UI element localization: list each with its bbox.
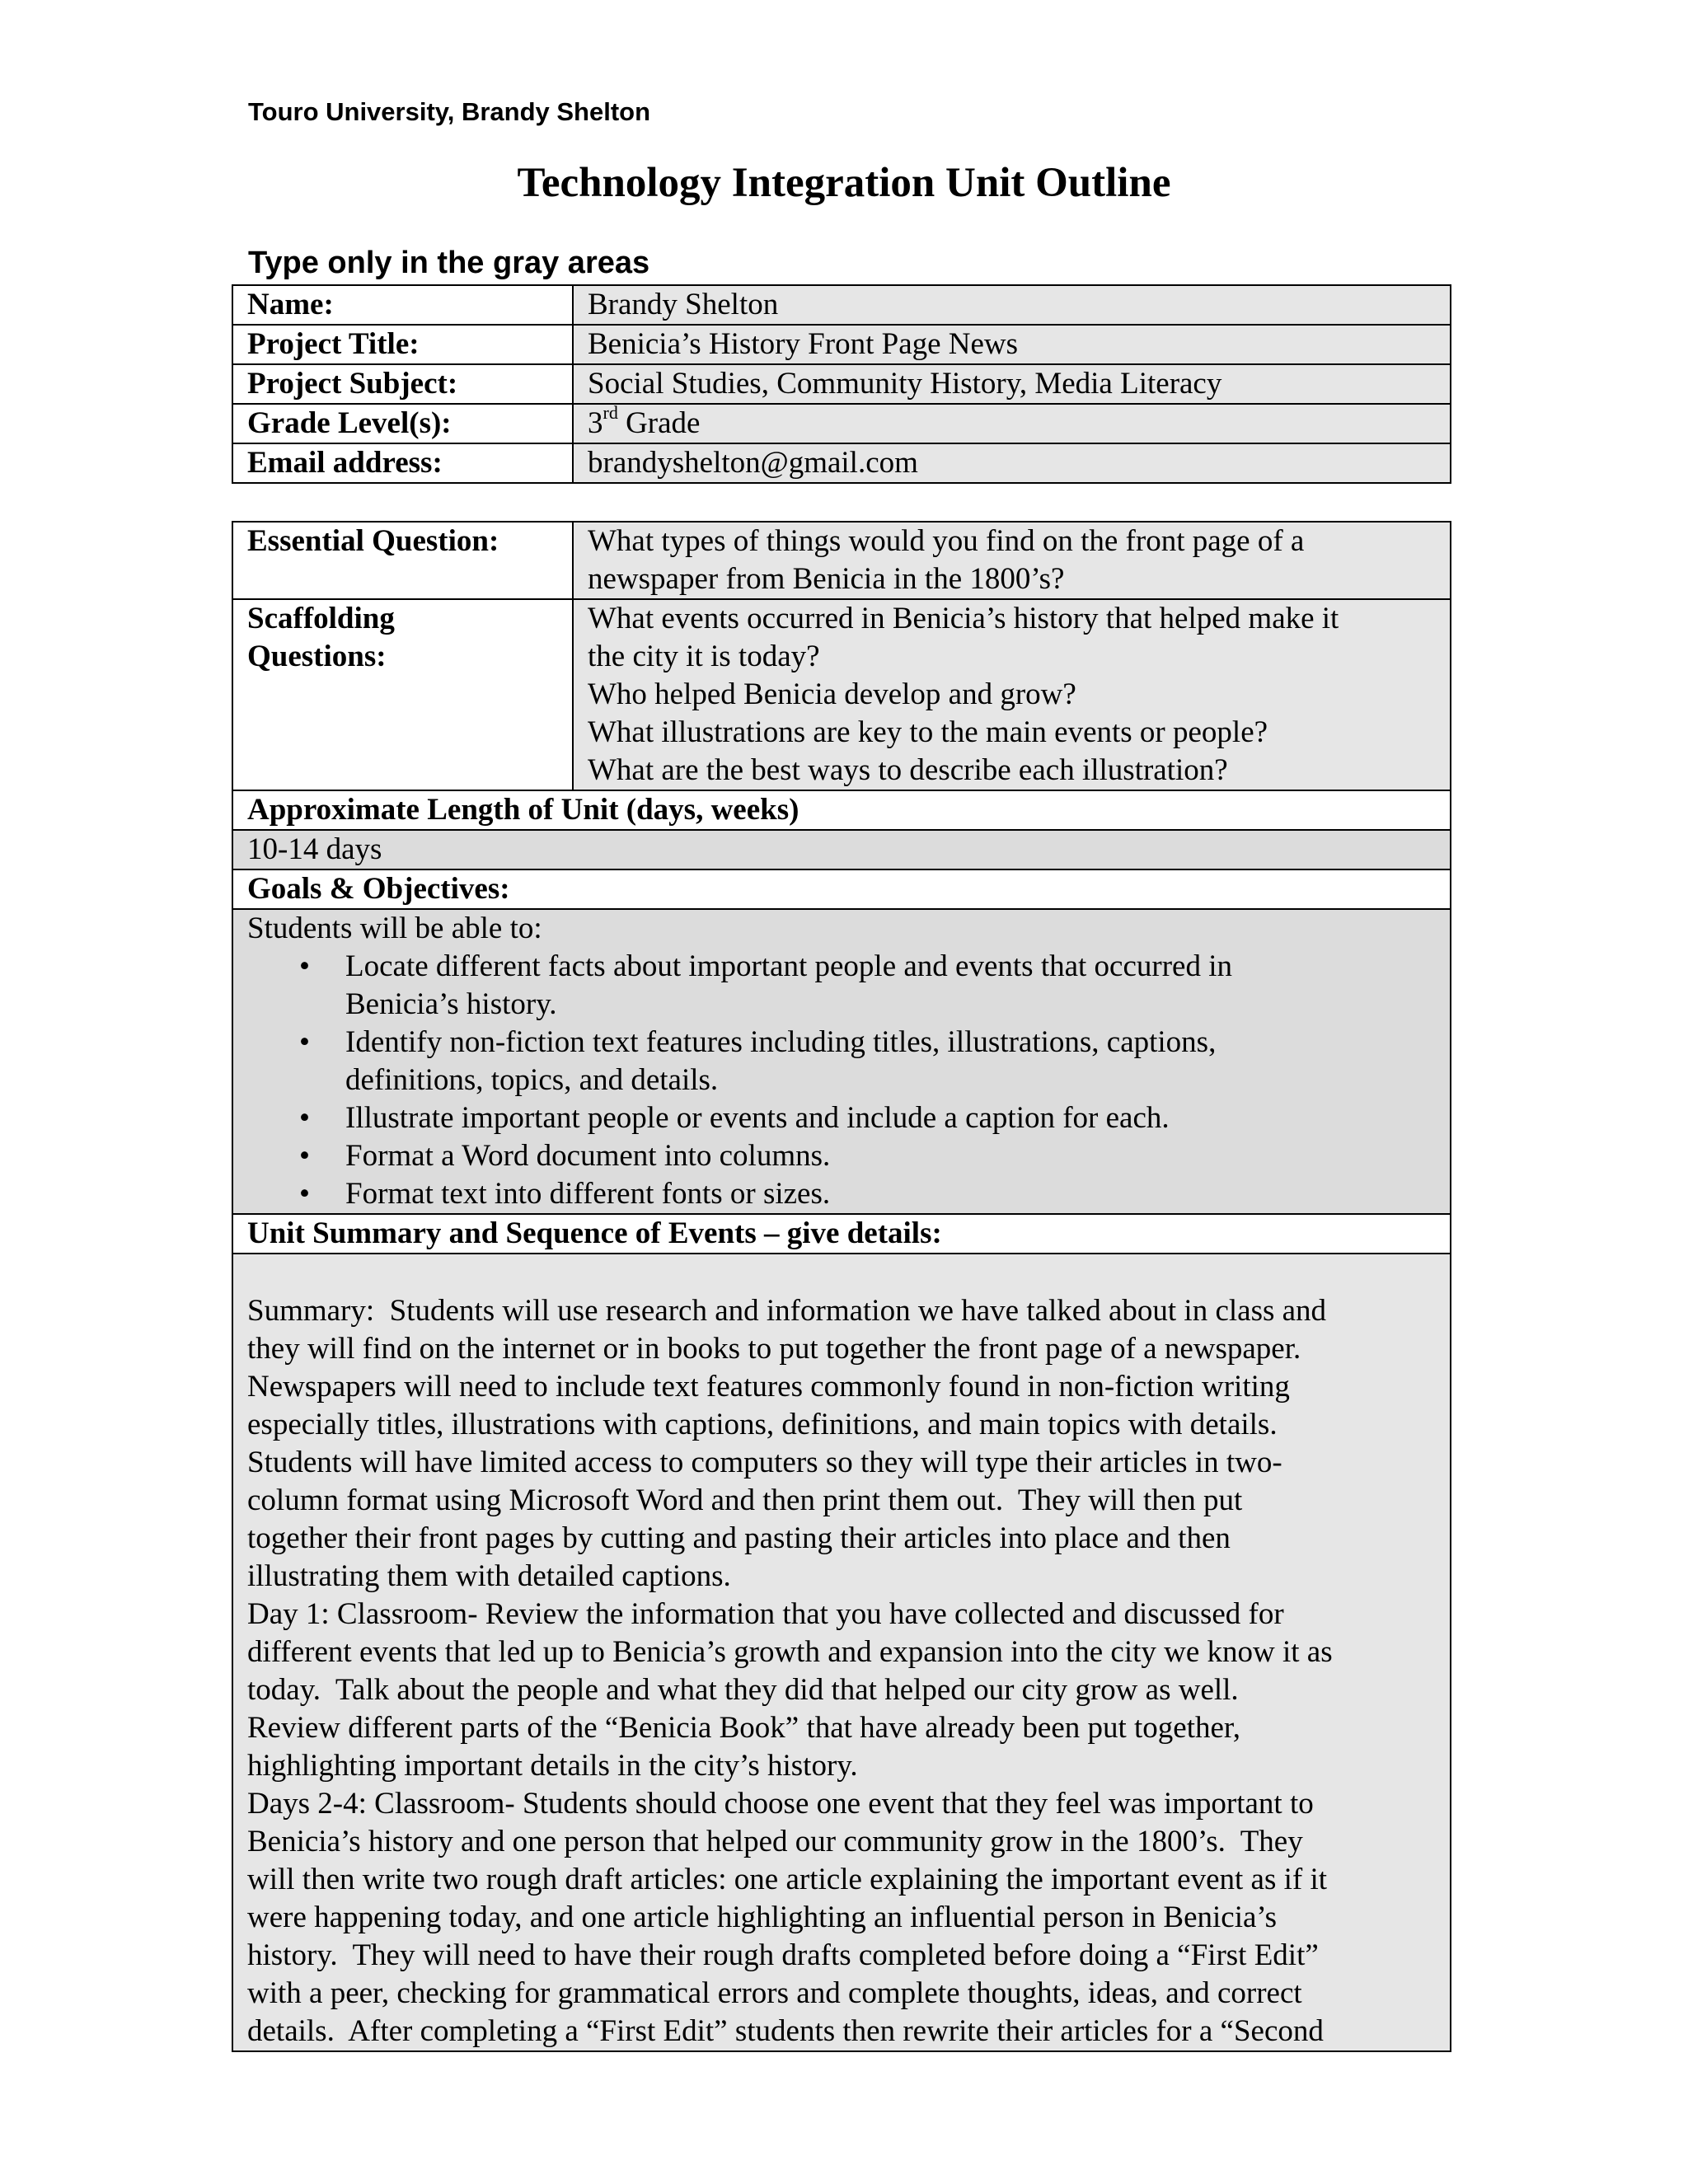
summary-line: Summary: Students will use research and information we have talked about in class and bbox=[247, 1294, 1327, 1328]
scaffolding-question-line: What are the best ways to describe each illustration? bbox=[588, 753, 1228, 787]
unit-length-heading-row bbox=[232, 790, 1451, 830]
goals-row bbox=[232, 909, 1451, 1214]
unit-length-row bbox=[232, 830, 1451, 869]
grade-number: 3 bbox=[588, 406, 603, 440]
summary-line: highlighting important details in the city’s history. bbox=[247, 1749, 858, 1783]
unit-length-heading: Approximate Length of Unit (days, weeks) bbox=[232, 790, 1451, 830]
scaffolding-question-line: the city it is today? bbox=[588, 640, 820, 673]
essential-question-line: What types of things would you find on the front page of a bbox=[588, 524, 1305, 558]
goal-line: • Format a Word document into columns. bbox=[345, 1139, 831, 1173]
goal-line: • Locate different facts about important people and events that occurred in bbox=[345, 949, 1232, 983]
summary-heading: Unit Summary and Sequence of Events – give details: bbox=[232, 1214, 1451, 1254]
goals-intro: Students will be able to: bbox=[247, 912, 542, 945]
essential-question-label: Essential Question: bbox=[232, 522, 573, 599]
scaffolding-questions-label bbox=[232, 599, 573, 790]
essential-question-field[interactable] bbox=[573, 522, 1451, 599]
summary-line: Newspapers will need to include text features commonly found in non-fiction writing bbox=[247, 1370, 1290, 1404]
project-title-field[interactable]: Benicia’s History Front Page News bbox=[573, 325, 1451, 364]
project-title-label: Project Title: bbox=[232, 325, 573, 364]
scaffolding-question-line: What illustrations are key to the main events or people? bbox=[588, 715, 1268, 749]
scaffolding-question-line: Who helped Benicia develop and grow? bbox=[588, 677, 1076, 711]
goal-item bbox=[345, 1137, 1436, 1175]
summary-line: Review different parts of the “Benicia Book” that have already been put together, bbox=[247, 1711, 1241, 1745]
summary-line: will then write two rough draft articles: one article explaining the important event as if it bbox=[247, 1863, 1328, 1896]
email-row bbox=[232, 443, 1451, 483]
summary-line: different events that led up to Benicia’s growth and expansion into the city we know it as bbox=[247, 1635, 1333, 1669]
goal-item bbox=[345, 948, 1436, 1024]
name-row bbox=[232, 285, 1451, 325]
name-label: Name: bbox=[232, 285, 573, 325]
summary-line: together their front pages by cutting and pasting their articles into place and then bbox=[247, 1521, 1231, 1555]
project-title-row bbox=[232, 325, 1451, 364]
grade-ordinal-suffix: rd bbox=[603, 401, 618, 423]
summary-line: details. After completing a “First Edit” students then rewrite their articles for a “Second bbox=[247, 2014, 1324, 2048]
scaffolding-questions-field[interactable] bbox=[573, 599, 1451, 790]
summary-line: Days 2-4: Classroom- Students should choose one event that they feel was important to bbox=[247, 1787, 1314, 1821]
summary-line: history. They will need to have their rough drafts completed before doing a “First Edit” bbox=[247, 1938, 1319, 1972]
summary-row bbox=[232, 1254, 1451, 2051]
email-label: Email address: bbox=[232, 443, 573, 483]
scaffolding-label-line: Questions: bbox=[247, 640, 387, 673]
summary-line: illustrating them with detailed captions. bbox=[247, 1559, 731, 1593]
summary-line: were happening today, and one article highlighting an influential person in Benicia’s bbox=[247, 1900, 1278, 1934]
summary-line: especially titles, illustrations with captions, definitions, and main topics with details. bbox=[247, 1408, 1278, 1441]
essential-question-line: newspaper from Benicia in the 1800’s? bbox=[588, 562, 1065, 596]
grade-level-label: Grade Level(s): bbox=[232, 404, 573, 443]
summary-line: Benicia’s history and one person that helped our community grow in the 1800’s. They bbox=[247, 1825, 1303, 1858]
goals-list bbox=[247, 948, 1436, 1213]
summary-line: Students will have limited access to computers so they will type their articles in two- bbox=[247, 1446, 1282, 1479]
unit-outline-table bbox=[232, 521, 1451, 2052]
grade-word: Grade bbox=[617, 406, 701, 440]
project-subject-field[interactable]: Social Studies, Community History, Media Literacy bbox=[573, 364, 1451, 404]
scaffolding-questions-row bbox=[232, 599, 1451, 790]
grade-level-row bbox=[232, 404, 1451, 443]
goals-heading-row bbox=[232, 869, 1451, 909]
goal-item bbox=[345, 1099, 1436, 1137]
document-header: Touro University, Brandy Shelton bbox=[248, 97, 651, 126]
info-table bbox=[232, 284, 1451, 484]
goal-item bbox=[345, 1024, 1436, 1099]
name-field[interactable]: Brandy Shelton bbox=[573, 285, 1451, 325]
goal-line: Benicia’s history. bbox=[345, 987, 557, 1021]
goal-line: • Identify non-fiction text features including titles, illustrations, captions, bbox=[345, 1025, 1217, 1059]
scaffolding-label-line: Scaffolding bbox=[247, 602, 395, 635]
essential-question-row bbox=[232, 522, 1451, 599]
goals-field[interactable] bbox=[232, 909, 1451, 1214]
summary-line: Day 1: Classroom- Review the information that you have collected and discussed for bbox=[247, 1597, 1284, 1631]
summary-line: today. Talk about the people and what they did that helped our city grow as well. bbox=[247, 1673, 1239, 1707]
goal-line: • Format text into different fonts or sizes. bbox=[345, 1177, 831, 1211]
summary-field[interactable] bbox=[232, 1254, 1451, 2051]
goal-line: • Illustrate important people or events and include a caption for each. bbox=[345, 1101, 1170, 1135]
scaffolding-question-line: What events occurred in Benicia’s history that helped make it bbox=[588, 602, 1339, 635]
summary-heading-row bbox=[232, 1214, 1451, 1254]
project-subject-label: Project Subject: bbox=[232, 364, 573, 404]
summary-line: they will find on the internet or in books to put together the front page of a newspaper. bbox=[247, 1332, 1301, 1366]
email-field[interactable]: brandyshelton@gmail.com bbox=[573, 443, 1451, 483]
goal-item bbox=[345, 1175, 1436, 1213]
project-subject-row bbox=[232, 364, 1451, 404]
instruction-text: Type only in the gray areas bbox=[248, 246, 650, 280]
summary-line: with a peer, checking for grammatical errors and complete thoughts, ideas, and correct bbox=[247, 1976, 1302, 2010]
goal-line: definitions, topics, and details. bbox=[345, 1063, 719, 1097]
document-title: Technology Integration Unit Outline bbox=[517, 160, 1171, 206]
grade-level-field[interactable] bbox=[573, 401, 1451, 443]
unit-length-field[interactable]: 10-14 days bbox=[232, 830, 1451, 869]
summary-line: column format using Microsoft Word and then print them out. They will then put bbox=[247, 1483, 1243, 1517]
goals-heading: Goals & Objectives: bbox=[232, 869, 1451, 909]
